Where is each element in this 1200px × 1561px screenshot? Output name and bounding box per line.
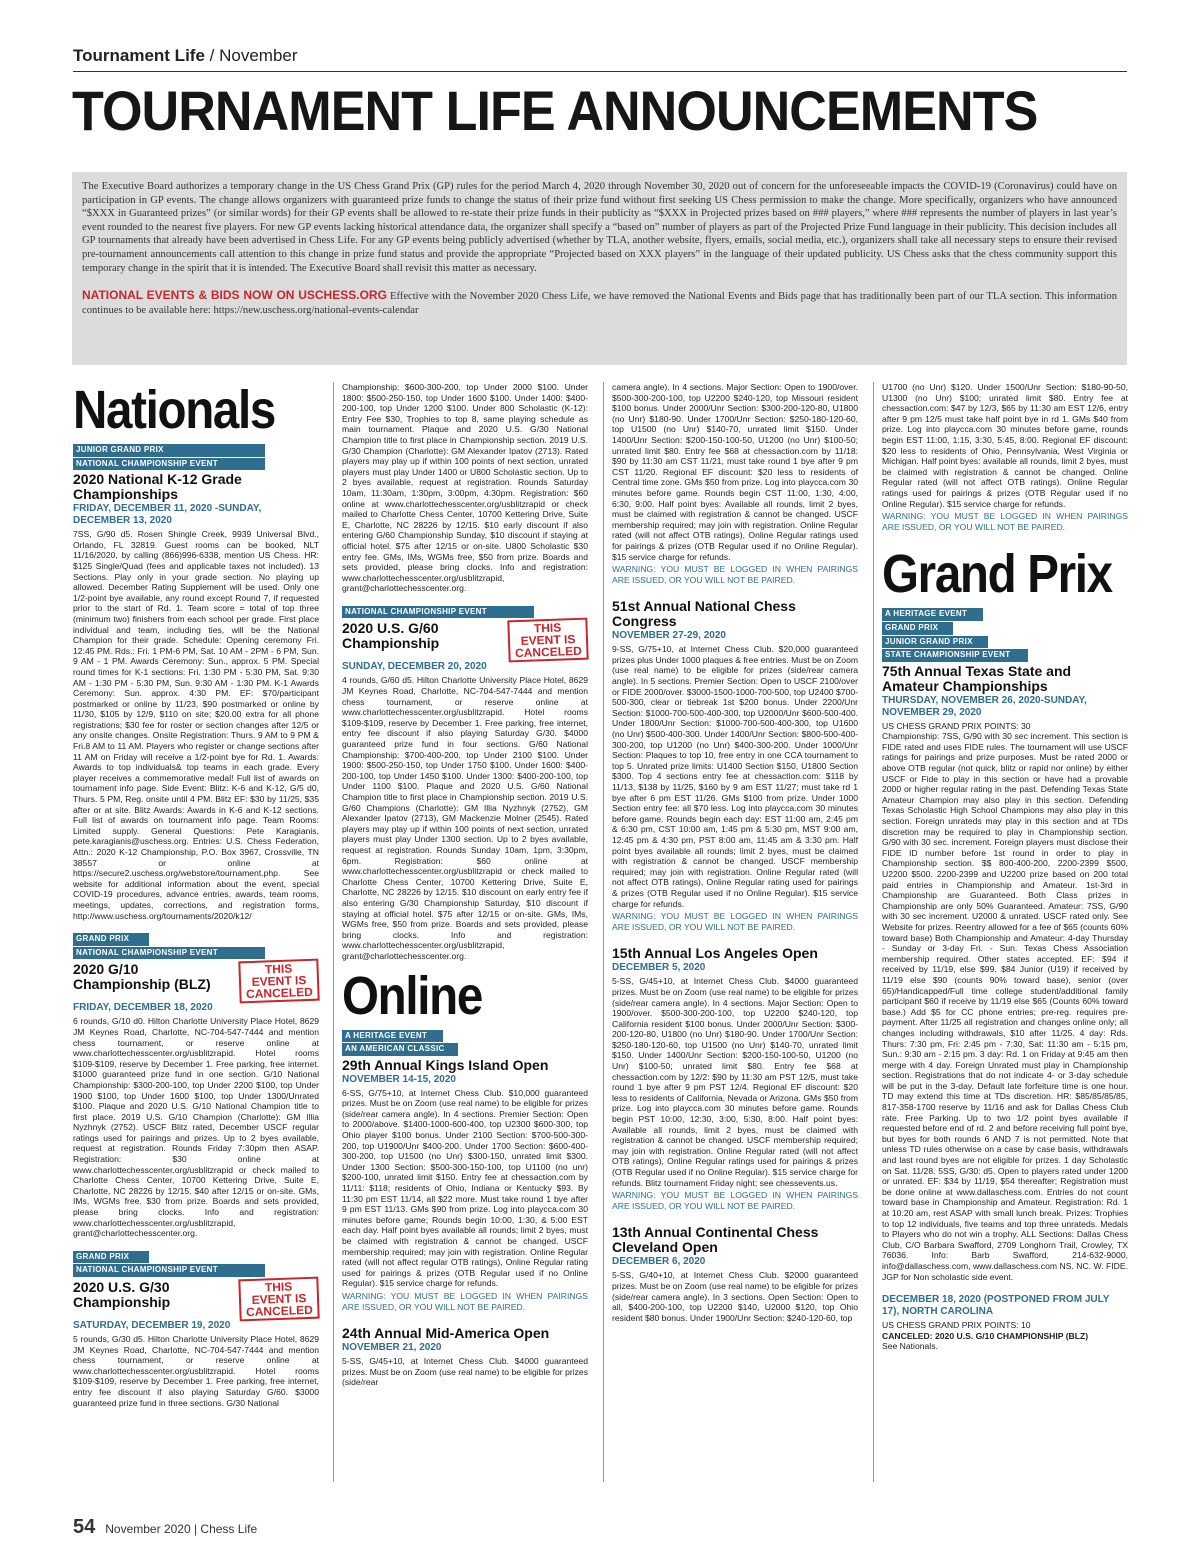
event-body: 9-SS, G/75+10, at Internet Chess Club. $20,000 guaranteed prizes plus Under 1000 plaques & free entries. Must be on Zoom (use real name) to be eligible for prizes (side/rear camera angle). In 5 sections. Premier Section: Open to USCF 2100/over or FIDE 2000/over. $3000-1500-1000-700-500, top U2400 $700-500-300, clear or tiebreak 1st $200 bonus. Under 2200/Unr Section: $1000-700-500-400-300, top U2000/Unr $600-500-400. Under 1800/Unr Section: $1000-700-500-400-300, top U1600 (no Unr) $500-400-300. Under 1400/Unr Section: $800-500-400-300-200, top U1200 (no Unr) $400-300-200. Under 1000/Unr Section: Plaques to top 10, free entry in one CCA tournament to top 5. Unrated prize limits: U1400 Section $150, U1800 Section $300. Top 4 sections entry fee at chessaction.com: $118 by 11/13, $138 by 11/25, $160 by 9 am EST 11/27; must take rd 1 bye after 6 pm EST 11/26. GMs $100 from prize. Under 1000 Section entry fee: all $70 less. Log into playcca.com 30 minutes before game. Rounds begin each day: EST 11:00 am, 2:45 pm & 6:30 pm, CST 10:00 am, 1:45 pm & 5:30 pm, MST 9:00 am, 12:45 pm & 4:30 pm, PST 8:00 am, 11:45 am & 3:30 pm. Half point byes available all rounds; limit 2 byes, must be claimed with registration & cannot be changed. USCF membership required; may join with registration. Online Regular rated (will not affect OTB ratings), Online Regular rating used for pairings & prizes (OTB Regular used if no Online Regular). $15 service charge for refunds. [612, 644, 859, 909]
event-mid-america [342, 1326, 588, 1388]
event-g10 [73, 933, 319, 1239]
notice-body: The Executive Board authorizes a temporary change in the US Chess Grand Prix (GP) rules for the period March 4, 2020 through November 30, 2020 out of concern for the unforeseeable impacts the COVID-19 (Coronavirus) could have on participation in GP events. The change allows organizers with guaranteed prize funds to change the status of their prize fund without first seeking US Chess permission to make the change. More specifically, organizers who have announced “$XXX in Guaranteed prizes” (or similar words) for their GP events shall be allowed to re-state their prize funds in their publicity as “$XXX in Projected prizes based on ### players,” where ### represents the number of players in last year’s event rounded to the nearest five players. For new GP events lacking historical attendance data, the organizer shall specify a “based on” number of players as part of the Projected Prize Fund language in their publicity. This decision includes all GP tournaments that already have been advertised in Chess Life. For any GP events being publicly advertised (whether by TLA, another website, flyers, emails, social media, etc.), organizers shall take all necessary steps to ensure their revised pre-tournament announcements call attention to this change in prize fund status and provide the appropriate “Projected based on XXX players” in the language of their updated publicity. US Chess asks that the chess community support this temporary change in the spirit that it is intended. The Executive Board shall revisit this matter as necessary. [82, 181, 1117, 274]
column-divider [873, 382, 874, 1482]
tag-state-championship: STATE CHAMPIONSHIP EVENT [882, 649, 1028, 662]
canceled-stamp: THIS EVENT IS CANCELED [238, 959, 319, 1004]
event-body: 5-SS, G/40+10, at Internet Chess Club. $2000 guaranteed prizes. Must be on Zoom (use real name) to be eligible for prizes (side/rear camera angle). In 3 sections. Open Section: Open to all, $400-200-100, top U2200 $140, U2000 $120, top Ohio resident $80 bonus. Under 1900/Unr Section: $240-120-60, top [612, 1270, 858, 1323]
see-note: See Nationals. [882, 1341, 938, 1352]
event-kings-island [342, 1030, 588, 1313]
page-number: 54 [73, 1516, 96, 1538]
event-national-chess-congress [612, 599, 858, 932]
footer-text: November 2020 | Chess Life [105, 1522, 258, 1536]
event-body: Championship: 7SS, G/90 with 30 sec increment. This section is FIDE rated and uses FIDE rules. The tournament will use USCF ratings for pairings and prize purposes. Must be rated 2000 or above OTB regular (not quick, blitz or rapid nor online) by either USCF or Fide to play in this section or have had a provable 2000 or higher regular rating in the past. Defending Texas State Amateur Champion may also play in this section. Defending Texas Scholastic High School Champions may also play in this section. Foreign unrateds may play in this section and at TDs discretion may be required to play in Championship section. G/90 with 30 sec. increment. Foreign players must disclose their FIDE ID number before 1st round in order to play in Championship section. $$ 800-400-200, 2200-2399 $500, U2200 $500. 2200-2399 and U2200 prize based on 200 total paid entries in Championship and Amateur. 1st-3rd in Championship are Guaranteed. Both Class prizes in Championship are only 50% Guaranteed. Amateur: 7SS, G/90 with 30 sec increment. U2000 & unrated. USCF rated only. See Website for prizes. Reentry allowed for a fee of $65 (counts 60% toward base) Both Championship and Amateur: 4-day Thursday - Sunday or 3-day Fri. - Sun. Texas Chess Association membership required. Other states accepted. EF: $94 if received by 11/19, else $99. $84 Junior (U19) if received by 11/19 else $90 (counts 90% toward base), senior (over 65)/Handicapped/Full time college student/additional family participant $60 if receive by 11/19 else $65 (Counts 60% toward base.) Add $5 for CC phone entries; pre-reg. requires pre-payment. After 11/25 all registration and changes online only; all changes including withdrawals, $10 after 11/25. 4 day: Rds. Thurs: 7:30 pm, Fri: 2:45 pm - 7:30, Sat: 11:30 am - 5:15 pm, Sun.: 9:30 am - 2:15 pm. 3 day: Rd. 1 on Friday at 9:45 am then merge with 4 day. Foreign Unrated must play in Championship section. Registrations that do not indicate 4- or 3-day schedule will be put in the 3-day. Default late forfeiture time is one hour. TD may extend this time at TDs discretion. HR: $85/85/85/85, 817-358-1700 reserve by 11/16 and ask for Dallas Chess Club rate. Free Parking. Up to two 1/2 point byes available if requested before end of rd. 2 and before receiving full point bye, but byes for both rounds 6 AND 7 is not permitted. Note that unless TD rules otherwise on a case by case basis, withdrawals and last round byes are not eligible for prizes. 1 day Scholastic on Sat. 11/28. 5SS, G/30: d5. Open to players rated under 1200 or unrated. EF: $34 by 11/19, $54 thereafter; Registration must be done online at www.dallaschess.com. Entries do not count toward base in Championship and Amateur. Registration: Rd. 1 at 10:20 am, rest ASAP with small lunch break. Prizes: Trophies to top 12 individuals, five teams and top three unrateds. Medals to Players who do not win a trophy. ALL Sections: Dallas Chess Club, C/O Barbara Swafford, 2709 Longhorn Trail, Crowley, TX 76036. Info: Barb Swafford, 214-632-9000, info@dallaschess.com, www.dallaschess.com NS. NC. W. FIDE. JGP for Non scholastic side event. [882, 731, 1128, 1282]
tag-american-classic: AN AMERICAN CLASSIC [342, 1043, 458, 1056]
section-heading-nationals: Nationals [73, 380, 276, 440]
header-rule [73, 71, 1127, 72]
event-title: 13th Annual Continental Chess Cleveland Open [612, 1224, 819, 1256]
continued-text: U1700 (no Unr) $120. Under 1500/Unr Section: $180-90-50, U1300 (no Unr) $100; unrated limit $80. Entry fee at chessaction.com: $47 by 12/3, $65 by 11:30 am EST 12/6, entry after 9 pm 12/5 must take half point bye in rd 1. GMs $40 from prize. Log into playcca.com 30 minutes before game, rounds begin EST 11:00, 1:15, 3:30, 5:45, 8:00. Regional EF discount: $20 less to residents of Ohio, Pennsylvania, West Virginia or Michigan. Half point byes: available all rounds, limit 2 byes, must be claimed with registration & cannot be changed. Online Regular rated (will not affect OTB ratings). Online Regular ratings used for pairings & prizes (OTB Regular used if no Online Regular). $15 service charge for refunds. [882, 382, 1128, 509]
event-title: 24th Annual Mid-America Open [342, 1325, 550, 1342]
column-4 [882, 382, 1128, 1352]
page-footer [73, 1516, 257, 1539]
event-date: THURSDAY, NOVEMBER 26, 2020-SUNDAY, NOVEMBER 29, 2020 [882, 694, 1087, 718]
event-texas-state [882, 608, 1128, 1282]
canceled-stamp: THIS EVENT IS CANCELED [507, 618, 588, 663]
tag-national-championship: NATIONAL CHAMPIONSHIP EVENT [73, 458, 265, 471]
gp-points: US CHESS GRAND PRIX POINTS: 30 [882, 720, 1031, 731]
continued-warning: WARNING: YOU MUST BE LOGGED IN WHEN PAIRINGS ARE ISSUED, OR YOU WILL NOT BE PAIRED. [882, 511, 1128, 532]
tag-national-championship: NATIONAL CHAMPIONSHIP EVENT [73, 947, 265, 960]
tag-junior-grand-prix: JUNIOR GRAND PRIX [882, 636, 988, 649]
running-header [73, 46, 298, 66]
event-title: 2020 G/10 Championship (BLZ) [73, 961, 211, 993]
event-title: 51st Annual National Chess Congress [612, 598, 796, 630]
column-3 [612, 382, 858, 1325]
tag-junior-grand-prix: JUNIOR GRAND PRIX [73, 444, 265, 457]
event-date: FRIDAY, DECEMBER 11, 2020 -SUNDAY, DECEMBER 13, 2020 [73, 503, 262, 527]
tag-national-championship: NATIONAL CHAMPIONSHIP EVENT [73, 1264, 265, 1277]
event-date: DECEMBER 6, 2020 [612, 1256, 706, 1268]
event-g60 [342, 606, 588, 962]
event-body: 6 rounds, G/10 d0. Hilton Charlotte University Place Hotel, 8629 JM Keynes Road, Charlotte, NC-704-547-7444 and mention chess tournament, or reserve online at www.charlottechesscenter.org/usblitzrapid. Hotel rooms $109-$109, reserve by December 1. Free parking, free internet. $1000 guaranteed prize fund in one section. G/10 National Championship: $300-200-100, top Under 2200 $100, top Under 1900 $100, top Under 1600 $100, top Under 1300/Unrated $100. Plaque and 2020 U.S. G/10 National Champion title to first place. 2019 U.S. G/10 Champion (Charlotte): GM Illia Nyzhnyk (2752). USCF Blitz rated, December USCF regular ratings used for pairings and prizes. Up to 2 byes available, request at registration. Rounds Friday 7:30pm then ASAP. Registration: $30 online at www.charlottechesscenter.org/usblitzrapid or check mailed to Charlotte Chess Center, 10700 Kettering Drive, Suite E, Charlotte, NC 28226 by 12/15. $40 after 12/15 or on-site. GMs, IMs, WGMs free. $30 from prize. Boards and sets provided, please bring clocks. Info and registration: www.charlottechesscenter.org/usblitzrapid, grant@charlottechesscenter.org. [73, 1016, 319, 1239]
tag-grand-prix: GRAND PRIX [882, 622, 953, 635]
header-section: Tournament Life [73, 46, 205, 65]
event-date: NOVEMBER 14-15, 2020 [342, 1073, 456, 1085]
tag-heritage: A HERITAGE EVENT [342, 1030, 443, 1043]
event-date: NOVEMBER 21, 2020 [342, 1342, 442, 1354]
event-cleveland-open [612, 1225, 858, 1323]
column-divider [333, 382, 334, 1482]
event-body: 7SS, G/90 d5. Rosen Shingle Creek, 9939 Universal Blvd., Orlando, FL 32819. Guest rooms can be booked, NLT 11/16/2020, by calling (866)996-6338, mention US Chess. HR: $125 Single/Quad (fees and applicable taxes not included). 13 Sections. Play only in your grade section. No playing up allowed. December Rating Supplement will be used. Only one 1/2-point bye available, any round except Round 7, if requested prior to the start of Rd. 1. Team score = total of top three (minimum two) finishers from each school per grade. First place individual and team, including ties, will be the National Champion for their grade. Schedule: Opening ceremony Fri. 12:45 PM. Rds.: Fri. 1 PM-6 PM, Sat. 10 AM - 2PM - 6 PM, Sun. 9 AM - 1 PM. Awards Ceremony: Sun., approx. 5 PM. Special round times for K-1 sections: Fri. 1:30 PM - 5:30 PM, Sat. 9:30 AM - 1:30 PM - 5:30 PM, Sun. 9:30 AM - 1:30 PM. K-1 Awards Ceremony: Sun. approx. 4:30 PM. EF: $70/participant postmarked or online by 11/23, $90 postmarked or online by 11/30, $105 by 12/9, $110 on site; $20.00 extra for all phone registrations; $30 fee for roster or section changes after 12/5 or any onsite changes. Onsite Registration: Thurs. 9 AM to 9 PM & Fri.8 AM to 11 AM. Players who register or change sections after 11 AM on Friday will receive a 1/2-point bye for Rd. 1. Awards: Awards to top individuals& top teams in each grade. Every player receives a commemorative medal! Full list of awards on tournament info page. Side Event: Blitz: K-6 and K-12, G/5 d0, Thurs. 5 PM, Reg. onsite until 4 PM. Blitz EF: $30 by 11/25, $35 after or at site. Blitz Awards: Awards in K-6 and K-12 sections. Full list of awards on tournament info page. Team Rooms: Limited supply. General Questions: Pete Karagianis, pete.karagianis@uschess.org. Entries: U.S. Chess Federation, Attn.: 2020 K-12 Championship, P.O. Box 3967, Crossville, TN 38557 or online at https://secure2.uschess.org/webstore/tournament.php. See website for additional information about the event, special COVID-19 procedures, advance entries, awards, team rooms, meetings, updates, corrections, and registration forms, http://www.uschess.org/tournaments/2020/k12/ [73, 529, 319, 921]
event-los-angeles-open [612, 946, 858, 1211]
event-warning: WARNING: YOU MUST BE LOGGED IN WHEN PAIRINGS ARE ISSUED, OR YOU WILL NOT BE PAIRED. [342, 1290, 588, 1312]
event-warning: WARNING: YOU MUST BE LOGGED IN WHEN PAIRINGS ARE ISSUED, OR YOU WILL NOT BE PAIRED. [612, 1190, 858, 1211]
event-body: 4 rounds, G/60 d5. Hilton Charlotte University Place Hotel, 8629 JM Keynes Road, Charlotte, NC-704-547-7444 and mention chess tournament, or reserve online at www.charlottechesscenter.org/usblitzrapid. Hotel rooms $109-$109, reserve by December 1. Free parking, free internet, entry fee discount if also playing Saturday G/30. $4000 guaranteed prize fund in four sections. G/60 National Championship: $700-400-200, top Under 2100 $100. Under 1900: $500-250-150, top Under 1750 $100. Under 1600: $400-200-100, top Under 1450 $100. Under 1300: $400-200-100, top Under 1100 $100. Plaque and 2020 U.S. G/60 National Champion title to first place in Championship section. 2019 U.S. G/60 Champions (Charlotte): GM Illia Nyzhnyk (2752), GM Alexander Ipatov (2713), GM Mackenzie Molner (2545). Rated players may play up if within 100 points of next section, unrated players must play Under 1300 section. Up to 2 byes available, request at registration. Rounds Sunday 10am, 1pm, 3:30pm, 6pm. Registration: $60 online at www.charlottechesscenter.org/usblitzrapid or check mailed to Charlotte Chess Center, 10700 Kettering Drive, Suite E, Charlotte, NC 28226 by 12/15. $10 discount on early entry fee if also entering G/30 Championship Saturday, $10 discount if staying at official hotel. $75 after 12/15 or on-site. GMs, IMs, WGMs free, $50 from prize. Boards and sets provided, please bring clocks. Info and registration: www.charlottechesscenter.org/usblitzrapid, grant@charlottechesscenter.org. [342, 675, 588, 961]
event-date: FRIDAY, DECEMBER 18, 2020 [73, 1002, 213, 1014]
event-title: 2020 U.S. G/60 Championship [342, 620, 440, 652]
event-date: NOVEMBER 27-29, 2020 [612, 630, 726, 642]
event-warning: WARNING: YOU MUST BE LOGGED IN WHEN PAIRINGS ARE ISSUED, OR YOU WILL NOT BE PAIRED. [612, 911, 858, 932]
canceled-stamp: THIS EVENT IS CANCELED [238, 1277, 319, 1322]
event-body: 5-SS, G/45+10, at Internet Chess Club. $4000 guaranteed prizes. Must be on Zoom (use real name) to be eligible for prizes (side/rear camera angle). In 4 sections. Major Section: Open to 1900/over. $500-300-200-100, top U2200 $240-120, top California resident $100 bonus. Under 2000/Unr Section: $300-200-120-80, U1800 (no Unr) $180-90. Under 1700/Unr Section: $250-180-120-60, top U1500 (no Unr) $140-70, unrated limit $150. Under 1400/Unr Section: $200-150-100-50, U1200 (no Unr) $100-50; unrated limit $80. Entry fee $68 at chessaction.com by 12/2: $90 by 11:30 am PST 12/5, must take round 1 bye after 9 pm PST 12/4. Regional EF discount: $20 less to residents of California, Nevada or Arizona. GMs $50 from prize. Log into playcca.com 30 minutes before game. Rounds begin PST 10:00, 12:30, 3:00, 5:30, 8:00. Half point byes: Available all rounds, limit 2 byes, must be claimed with registration & cannot be changed. USCF membership required; may join with registration. Online Regular rated (will not affect OTB ratings), Online Regular ratings used for pairings & prizes (OTB Regular used if no Online Regular). $15 service charge for refunds. Blitz tournament Friday night; see chessevents.us. [612, 976, 858, 1188]
header-month: November [219, 46, 298, 65]
event-title: 15th Annual Los Angeles Open [612, 945, 818, 962]
section-heading-online: Online [342, 965, 482, 1026]
event-title: 2020 U.S. G/30 Championship [73, 1279, 171, 1310]
tag-grand-prix: GRAND PRIX [73, 933, 149, 946]
national-events-heading: NATIONAL EVENTS & BIDS NOW ON USCHESS.ORG [82, 288, 387, 303]
continued-text: camera angle). In 4 sections. Major Section: Open to 1900/over. $500-300-200-100, top U2200 $240-120, top Missouri resident $100 bonus. Under 2000/Unr Section: $300-200-120-80, U1800 (no Unr) $180-90. Under 1700/Unr Section: $250-180-120-60, top U1500 (no Unr) $140-70, unrated limit $150. Under 1400/Unr Section: $200-150-100-50, U1200 (no Unr) $100-50; unrated limit $80. Entry fee $68 at chessaction.com by 11/18: $90 by 11:30 am CST 11/21, must take round 1 bye after 9 pm CST 11/20. Regional EF discount: $20 less to residents of Central time zone. GMs $50 from prize. Log into playcca.com 30 minutes before game. Rounds begin CST 11:00, 1:30, 4:00, 6:30, 9:00. Half point byes: Available all rounds, limit 2 byes, must be claimed with registration & cannot be changed. USCF membership required; may join with registration. Online Regular rated (will not affect OTB ratings), Online Regular ratings used for pairings & prizes (OTB Regular used if no Online Regular). $15 service charge for refunds. [612, 382, 858, 562]
event-title: 29th Annual Kings Island Open [342, 1056, 549, 1073]
event-date: DECEMBER 5, 2020 [612, 962, 706, 974]
header-sep: / [204, 46, 220, 65]
event-body: 6-SS, G/75+10, at Internet Chess Club. $10,000 guaranteed prizes. Must be on Zoom (use real name) to be eligible for prizes (side/rear camera angle). In 4 sections. Premier Section: Open to 2000/above. $1400-1000-600-400, top U2300 $600-300, top Ohio player $100 bonus. Under 2100 Section: $700-500-300-200, top U1900/Unr $400-200. Under 1700 Section: $600-400-300-200, top U1500 (no Unr) $300-150, unrated limit $300. Under 1300 Section: $500-300-150-100, top U1100 (no unr) $200-100, unrated limit $150. Entry fee at chessaction.com by 11/11: $118; residents of Ohio, Indiana or Kentucky $93. By 11:30 pm EST 11/14, all $22 more. Must take round 1 bye after 9 pm EST 11/13. GMs $90 from prize. Log into playcca.com 30 minutes before game; Rounds begin 10:00, 1:30, & 5:00 EST each day. Half point byes available all rounds; limit 2 byes, must be claimed with registration & cannot be changed. USCF membership required; may join with registration. Online Regular rated (will not affect regular OTB ratings), Online Regular rating used for pairings & prizes (OTB Regular used if no Online Regular). $15 service charge for refunds. [342, 1087, 588, 1289]
column-1 [73, 382, 319, 1410]
continued-text: Championship: $600-300-200, top Under 2000 $100. Under 1800: $500-250-150, top Under 1600 $100. Under 1400: $400-200-100, top Under 1200 $100. Under 800 Scholastic (K-12): Entry Fee $30, Trophies to top 8, same playing schedule as main tournament. Plaque and 2020 U.S. G/30 National Champion title to first place in Championship section. 2019 U.S. G/30 Champion (Charlotte): GM Alexander Ipatov (2713). Rated players may play up if within 100 points of next section, unrated players must play Under 1400 or U800 Scholastic section. Up to 2 byes available, request at registration. Rounds Saturday 10am, 11:30am, 1:30pm, 3:00pm, 4:30pm. Registration: $60 online at www.charlottechesscenter.org/usblitzrapid or check mailed to Charlotte Chess Center, 10700 Kettering Drive, Suite E, Charlotte, NC 28226 by 12/15. $10 early discount if also entering G/60 Championship Sunday, $10 discount if staying at official hotel. $75 after 12/15 or on-site. U800 Scholastic $30 entry fee. GMs, IMs, WGMs free, $50 from prize. Boards and sets provided, please bring clocks. Info and registration: www.charlottechesscenter.org/usblitzrapid, grant@charlottechesscenter.org. [342, 382, 588, 594]
column-divider [603, 382, 604, 1482]
event-body: 5-SS, G/45+10, at Internet Chess Club. $4000 guaranteed prizes. Must be on Zoom (use real name) to be eligible for prizes (side/rear [342, 1356, 588, 1388]
event-date: SATURDAY, DECEMBER 19, 2020 [73, 1320, 231, 1331]
section-heading-grand-prix: Grand Prix [882, 544, 1112, 605]
event-date: SUNDAY, DECEMBER 20, 2020 [342, 661, 487, 673]
event-g30 [73, 1251, 319, 1408]
tag-heritage: A HERITAGE EVENT [882, 608, 983, 621]
event-body: 5 rounds, G/30 d5. Hilton Charlotte University Place Hotel, 8629 JM Keynes Road, Charlotte, NC-704-547-7444 and mention chess tournament, or reserve online at www.charlottechesscenter.org/usblitzrapid. Hotel rooms $109-$109, reserve by December 1. Free parking, free internet, entry fee discount if also playing Saturday G/60. $3000 guaranteed prize fund in three sections. G/30 National [73, 1334, 319, 1408]
canceled-note: CANCELED: 2020 U.S. G/10 CHAMPIONSHIP (BLZ) [882, 1330, 1089, 1341]
page-title: TOURNAMENT LIFE ANNOUNCEMENTS [72, 79, 1038, 142]
column-2 [342, 382, 588, 1390]
tag-national-championship: NATIONAL CHAMPIONSHIP EVENT [342, 606, 534, 619]
event-nc-postponed [882, 1294, 1128, 1352]
event-title: 2020 National K-12 Grade Championships [73, 471, 242, 503]
national-events-body: Effective with the November 2020 Chess Life, we have removed the National Events and Bids page that has traditionally been part of our TLA section. This information continues to be available here: https://new.uschess.org/national-events-calendar [82, 291, 1117, 316]
national-events-note [82, 289, 1117, 317]
tag-grand-prix: GRAND PRIX [73, 1251, 149, 1264]
gp-points: US CHESS GRAND PRIX POINTS: 10 [882, 1320, 1031, 1331]
event-k12 [73, 444, 319, 921]
event-title: 75th Annual Texas State and Amateur Championships [882, 662, 1072, 694]
event-date: DECEMBER 18, 2020 (POSTPONED FROM JULY 17), NORTH CAROLINA [882, 1294, 1110, 1318]
notice-box [72, 172, 1127, 365]
continued-warning: WARNING: YOU MUST BE LOGGED IN WHEN PAIRINGS ARE ISSUED, OR YOU WILL NOT BE PAIRED. [612, 564, 858, 585]
